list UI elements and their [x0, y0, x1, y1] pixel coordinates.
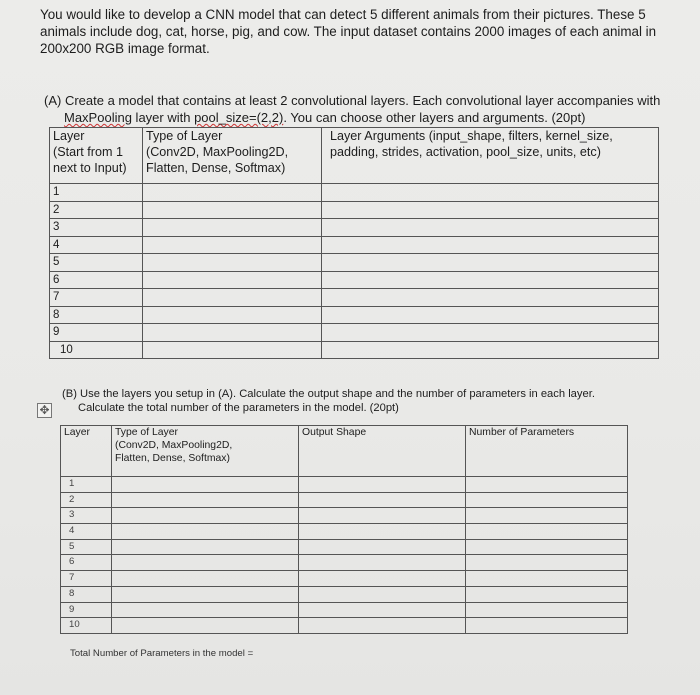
- type-of-layer-cell[interactable]: [112, 586, 299, 602]
- row-number[interactable]: 1: [50, 184, 143, 202]
- part-a-table-row: [50, 324, 659, 342]
- part-a-table-row: [50, 271, 659, 289]
- part-a-header-row: [50, 128, 659, 184]
- row-number[interactable]: 8: [50, 306, 143, 324]
- layer-arguments-cell[interactable]: [322, 324, 659, 342]
- part-a-line2-mid: layer with: [131, 110, 195, 125]
- part-b-table-row: [61, 477, 628, 493]
- part-a-line2: [44, 109, 664, 126]
- type-of-layer-cell[interactable]: [112, 524, 299, 540]
- row-number[interactable]: 1: [61, 477, 112, 493]
- number-of-parameters-cell[interactable]: [466, 539, 628, 555]
- part-b-table-row: [61, 602, 628, 618]
- part-a-table-row: [50, 219, 659, 237]
- row-number[interactable]: 10: [50, 341, 143, 359]
- part-b-table-row: [61, 586, 628, 602]
- output-shape-cell[interactable]: [299, 492, 466, 508]
- row-number[interactable]: 8: [61, 586, 112, 602]
- number-of-parameters-cell[interactable]: [466, 508, 628, 524]
- row-number[interactable]: 7: [61, 571, 112, 587]
- part-a-line1: (A) Create a model that contains at least 2 convolutional layers. Each convolutional layer accompanies with: [44, 93, 661, 108]
- output-shape-cell[interactable]: [299, 539, 466, 555]
- pool-size-word: pool_size=(2,2): [194, 110, 284, 125]
- number-of-parameters-cell[interactable]: [466, 602, 628, 618]
- number-of-parameters-cell[interactable]: [466, 571, 628, 587]
- header-type-of-layer: Type of Layer (Conv2D, MaxPooling2D, Flatten, Dense, Softmax): [143, 128, 322, 184]
- row-number[interactable]: 2: [61, 492, 112, 508]
- row-number[interactable]: 10: [61, 618, 112, 634]
- type-of-layer-cell[interactable]: [143, 201, 322, 219]
- row-number[interactable]: 3: [61, 508, 112, 524]
- row-number[interactable]: 6: [50, 271, 143, 289]
- output-shape-cell[interactable]: [299, 586, 466, 602]
- layer-arguments-cell[interactable]: [322, 219, 659, 237]
- type-of-layer-cell[interactable]: [143, 271, 322, 289]
- type-of-layer-cell[interactable]: [143, 254, 322, 272]
- type-of-layer-cell[interactable]: [143, 219, 322, 237]
- part-a-table-row: [50, 236, 659, 254]
- type-of-layer-cell[interactable]: [112, 539, 299, 555]
- type-of-layer-cell[interactable]: [112, 492, 299, 508]
- number-of-parameters-cell[interactable]: [466, 477, 628, 493]
- type-of-layer-cell[interactable]: [143, 324, 322, 342]
- number-of-parameters-cell[interactable]: [466, 618, 628, 634]
- layer-arguments-cell[interactable]: [322, 254, 659, 272]
- header-layer-arguments: Layer Arguments (input_shape, filters, kernel_size, padding, strides, activation, pool_size, units, etc): [322, 128, 659, 184]
- total-parameters-label: Total Number of Parameters in the model =: [70, 648, 254, 659]
- part-b-table-row: [61, 555, 628, 571]
- number-of-parameters-cell[interactable]: [466, 524, 628, 540]
- part-a-table-row: [50, 201, 659, 219]
- part-b-table-row: [61, 618, 628, 634]
- type-of-layer-cell[interactable]: [112, 477, 299, 493]
- part-b-table-row: [61, 508, 628, 524]
- number-of-parameters-cell[interactable]: [466, 492, 628, 508]
- part-a-table-row: [50, 289, 659, 307]
- part-b-line2: Calculate the total number of the parameters in the model. (20pt): [78, 402, 399, 414]
- type-of-layer-cell[interactable]: [143, 306, 322, 324]
- row-number[interactable]: 4: [50, 236, 143, 254]
- part-a-instructions: [44, 92, 664, 126]
- layer-arguments-cell[interactable]: [322, 271, 659, 289]
- row-number[interactable]: 6: [61, 555, 112, 571]
- part-b-line1: (B) Use the layers you setup in (A). Calculate the output shape and the number of parameters in each layer.: [62, 388, 595, 400]
- part-a-table: [49, 127, 659, 359]
- output-shape-cell[interactable]: [299, 477, 466, 493]
- output-shape-cell[interactable]: [299, 571, 466, 587]
- type-of-layer-cell[interactable]: [112, 571, 299, 587]
- output-shape-cell[interactable]: [299, 524, 466, 540]
- part-a-table-row: [50, 184, 659, 202]
- type-of-layer-cell[interactable]: [143, 289, 322, 307]
- type-of-layer-cell[interactable]: [112, 602, 299, 618]
- type-of-layer-cell[interactable]: [143, 341, 322, 359]
- output-shape-cell[interactable]: [299, 555, 466, 571]
- part-b-table-body: [61, 477, 628, 634]
- type-of-layer-cell[interactable]: [143, 184, 322, 202]
- header-output-shape: Output Shape: [299, 426, 466, 477]
- row-number[interactable]: 7: [50, 289, 143, 307]
- layer-arguments-cell[interactable]: [322, 306, 659, 324]
- type-of-layer-cell[interactable]: [112, 555, 299, 571]
- number-of-parameters-cell[interactable]: [466, 586, 628, 602]
- output-shape-cell[interactable]: [299, 508, 466, 524]
- row-number[interactable]: 5: [50, 254, 143, 272]
- part-b-table-row: [61, 539, 628, 555]
- layer-arguments-cell[interactable]: [322, 341, 659, 359]
- layer-arguments-cell[interactable]: [322, 184, 659, 202]
- type-of-layer-cell[interactable]: [143, 236, 322, 254]
- header-layer-b: Layer: [61, 426, 112, 477]
- part-a-table-body: [50, 184, 659, 359]
- layer-arguments-cell[interactable]: [322, 236, 659, 254]
- number-of-parameters-cell[interactable]: [466, 555, 628, 571]
- type-of-layer-cell[interactable]: [112, 618, 299, 634]
- row-number[interactable]: 2: [50, 201, 143, 219]
- type-of-layer-cell[interactable]: [112, 508, 299, 524]
- row-number[interactable]: 4: [61, 524, 112, 540]
- maxpooling-word: MaxPooling: [64, 110, 132, 125]
- part-b-table-row: [61, 524, 628, 540]
- move-handle-icon[interactable]: ✥: [37, 403, 52, 418]
- part-a-table-row: [50, 341, 659, 359]
- row-number[interactable]: 9: [50, 324, 143, 342]
- part-b-table-row: [61, 492, 628, 508]
- part-b-table-row: [61, 571, 628, 587]
- header-layer: Layer (Start from 1 next to Input): [50, 128, 143, 184]
- part-a-table-row: [50, 254, 659, 272]
- header-number-of-parameters: Number of Parameters: [466, 426, 628, 477]
- layer-arguments-cell[interactable]: [322, 289, 659, 307]
- row-number[interactable]: 3: [50, 219, 143, 237]
- layer-arguments-cell[interactable]: [322, 201, 659, 219]
- header-type-of-layer-b: Type of Layer (Conv2D, MaxPooling2D, Flatten, Dense, Softmax): [112, 426, 299, 477]
- part-a-table-row: [50, 306, 659, 324]
- output-shape-cell[interactable]: [299, 602, 466, 618]
- part-a-line2-post: . You can choose other layers and arguments. (20pt): [283, 110, 586, 125]
- part-b-instructions: [62, 387, 662, 415]
- part-b-header-row: [61, 426, 628, 477]
- row-number[interactable]: 9: [61, 602, 112, 618]
- row-number[interactable]: 5: [61, 539, 112, 555]
- intro-paragraph: You would like to develop a CNN model that can detect 5 different animals from their pictures. These 5 animals include dog, cat, horse, pig, and cow. The input dataset contains 2000 images of each animal in 200x200 RGB image format.: [40, 7, 657, 56]
- part-b-table: [60, 425, 628, 634]
- output-shape-cell[interactable]: [299, 618, 466, 634]
